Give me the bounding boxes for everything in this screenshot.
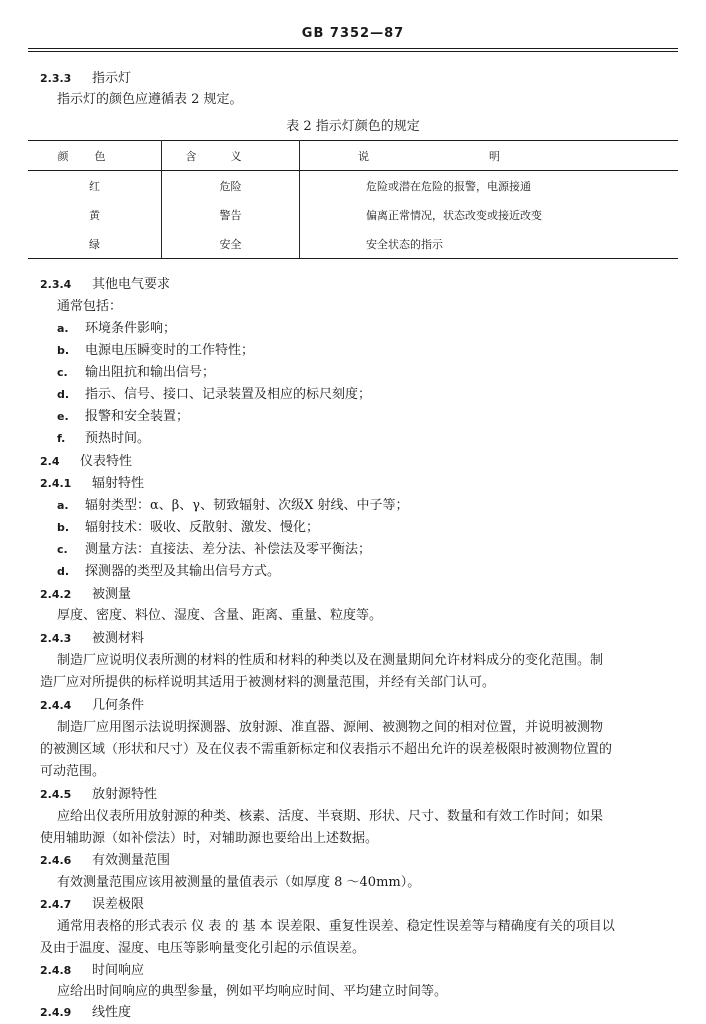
standard-header: GB 7352—87 xyxy=(301,26,405,41)
paragraph-line: 造厂应对所提供的标样说明其适用于被测材料的测量范围，并经有关部门认可。 xyxy=(40,675,496,690)
section-title: 指示灯 xyxy=(92,71,132,86)
list-item: a. 环境条件影响； xyxy=(57,321,177,336)
section-title: 辐射特性 xyxy=(92,476,145,491)
section-number: 2.3.4 xyxy=(40,278,72,291)
section-number: 2.4.4 xyxy=(40,699,72,712)
indicator-color-table xyxy=(28,140,678,259)
table-header-cell: 说明 xyxy=(300,141,679,171)
list-item: d. 指示、信号、接口、记录装置及相应的标尺刻度； xyxy=(57,387,372,402)
list-item: e. 报警和安全装置； xyxy=(57,409,190,424)
table-cell: 黄 xyxy=(28,200,162,229)
table-header-cell: 含义 xyxy=(162,141,300,171)
list-item: b. 电源电压瞬变时的工作特性； xyxy=(57,343,255,358)
table-row xyxy=(28,200,678,229)
section-heading xyxy=(40,630,144,647)
section-heading xyxy=(40,1004,131,1021)
section-title: 有效测量范围 xyxy=(92,853,171,868)
section-heading xyxy=(40,697,144,714)
table-cell: 安全状态的指示 xyxy=(300,229,679,259)
header-rule xyxy=(28,48,678,49)
paragraph-line: 的被测区域（形状和尺寸）及在仪表不需重新标定和仪表指示不超出允许的误差极限时被测物位置的 xyxy=(40,742,613,757)
section-number: 2.4.9 xyxy=(40,1006,72,1019)
section-title: 误差极限 xyxy=(92,897,145,912)
paragraph-line: 制造厂应用图示法说明探测器、放射源、准直器、源闸、被测物之间的相对位置，并说明被测物 xyxy=(57,720,604,735)
section-heading xyxy=(40,276,170,293)
paragraph: 厚度、密度、料位、湿度、含量、距离、重量、粒度等。 xyxy=(57,608,383,623)
paragraph: 通常包括： xyxy=(57,299,123,314)
table-cell: 绿 xyxy=(28,229,162,259)
paragraph-line: 应给出仪表所用放射源的种类、核素、活度、半衰期、形状、尺寸、数量和有效工作时间；如果 xyxy=(57,809,604,824)
table-cell: 危险 xyxy=(162,171,300,201)
section-title: 时间响应 xyxy=(92,963,145,978)
section-heading xyxy=(40,70,131,87)
section-number: 2.4.1 xyxy=(40,477,72,490)
table-cell: 危险或潜在危险的报警，电源接通 xyxy=(300,171,679,201)
section-heading xyxy=(40,962,144,979)
section-title: 放射源特性 xyxy=(92,787,158,802)
paragraph: 指示灯的颜色应遵循表 2 规定。 xyxy=(57,92,243,107)
list-item: d. 探测器的类型及其输出信号方式。 xyxy=(57,564,281,579)
section-title: 几何条件 xyxy=(92,698,145,713)
section-title: 被测量 xyxy=(92,587,132,602)
section-number: 2.4.7 xyxy=(40,898,72,911)
paragraph-line: 通常用表格的形式表示 仪 表 的 基 本 误差限、重复性误差、稳定性误差等与精确度有关的项目以 xyxy=(57,919,615,934)
section-heading xyxy=(40,852,170,869)
section-title: 被测材料 xyxy=(92,631,145,646)
list-item: c. 输出阻抗和输出信号； xyxy=(57,365,216,380)
section-title: 线性度 xyxy=(92,1005,132,1020)
table-header-cell: 颜色 xyxy=(28,141,162,171)
list-item: a. 辐射类型：α、β、γ、韧致辐射、次级X 射线、中子等； xyxy=(57,498,409,513)
section-title: 仪表特性 xyxy=(80,454,133,469)
table-row xyxy=(28,229,678,259)
list-item: f. 预热时间。 xyxy=(57,431,151,446)
section-heading xyxy=(40,896,144,913)
paragraph-line: 制造厂应说明仪表所测的材料的性质和材料的种类以及在测量期间允许材料成分的变化范围。制 xyxy=(57,653,604,668)
section-number: 2.4.3 xyxy=(40,632,72,645)
section-title: 其他电气要求 xyxy=(92,277,171,292)
paragraph-line: 可动范围。 xyxy=(40,764,106,779)
section-number: 2.3.3 xyxy=(40,72,72,85)
section-number: 2.4.6 xyxy=(40,854,72,867)
table-cell: 偏离正常情况，状态改变或接近改变 xyxy=(300,200,679,229)
paragraph: 应给出时间响应的典型参量，例如平均响应时间、平均建立时间等。 xyxy=(57,984,448,999)
list-item: c. 测量方法：直接法、差分法、补偿法及零平衡法； xyxy=(57,542,372,557)
table-cell: 安全 xyxy=(162,229,300,259)
table-header-row xyxy=(28,141,678,171)
table-cell: 红 xyxy=(28,171,162,201)
section-heading xyxy=(40,786,157,803)
section-number: 2.4 xyxy=(40,455,60,468)
paragraph-line: 及由于温度、湿度、电压等影响量变化引起的示值误差。 xyxy=(40,941,366,956)
paragraph: 有效测量范围应该用被测量的量值表示（如厚度 8 ～40mm）。 xyxy=(57,875,421,890)
table-row xyxy=(28,171,678,201)
section-heading xyxy=(40,586,131,603)
paragraph-line: 使用辅助源（如补偿法）时，对辅助源也要给出上述数据。 xyxy=(40,831,379,846)
table-caption: 表 2 指示灯颜色的规定 xyxy=(286,119,420,134)
section-number: 2.4.2 xyxy=(40,588,72,601)
section-number: 2.4.8 xyxy=(40,964,72,977)
section-number: 2.4.5 xyxy=(40,788,72,801)
list-item: b. 辐射技术：吸收、反散射、激发、慢化； xyxy=(57,520,320,535)
table-cell: 警告 xyxy=(162,200,300,229)
section-heading xyxy=(40,475,144,492)
header-rule xyxy=(28,51,678,52)
section-heading xyxy=(40,453,132,470)
